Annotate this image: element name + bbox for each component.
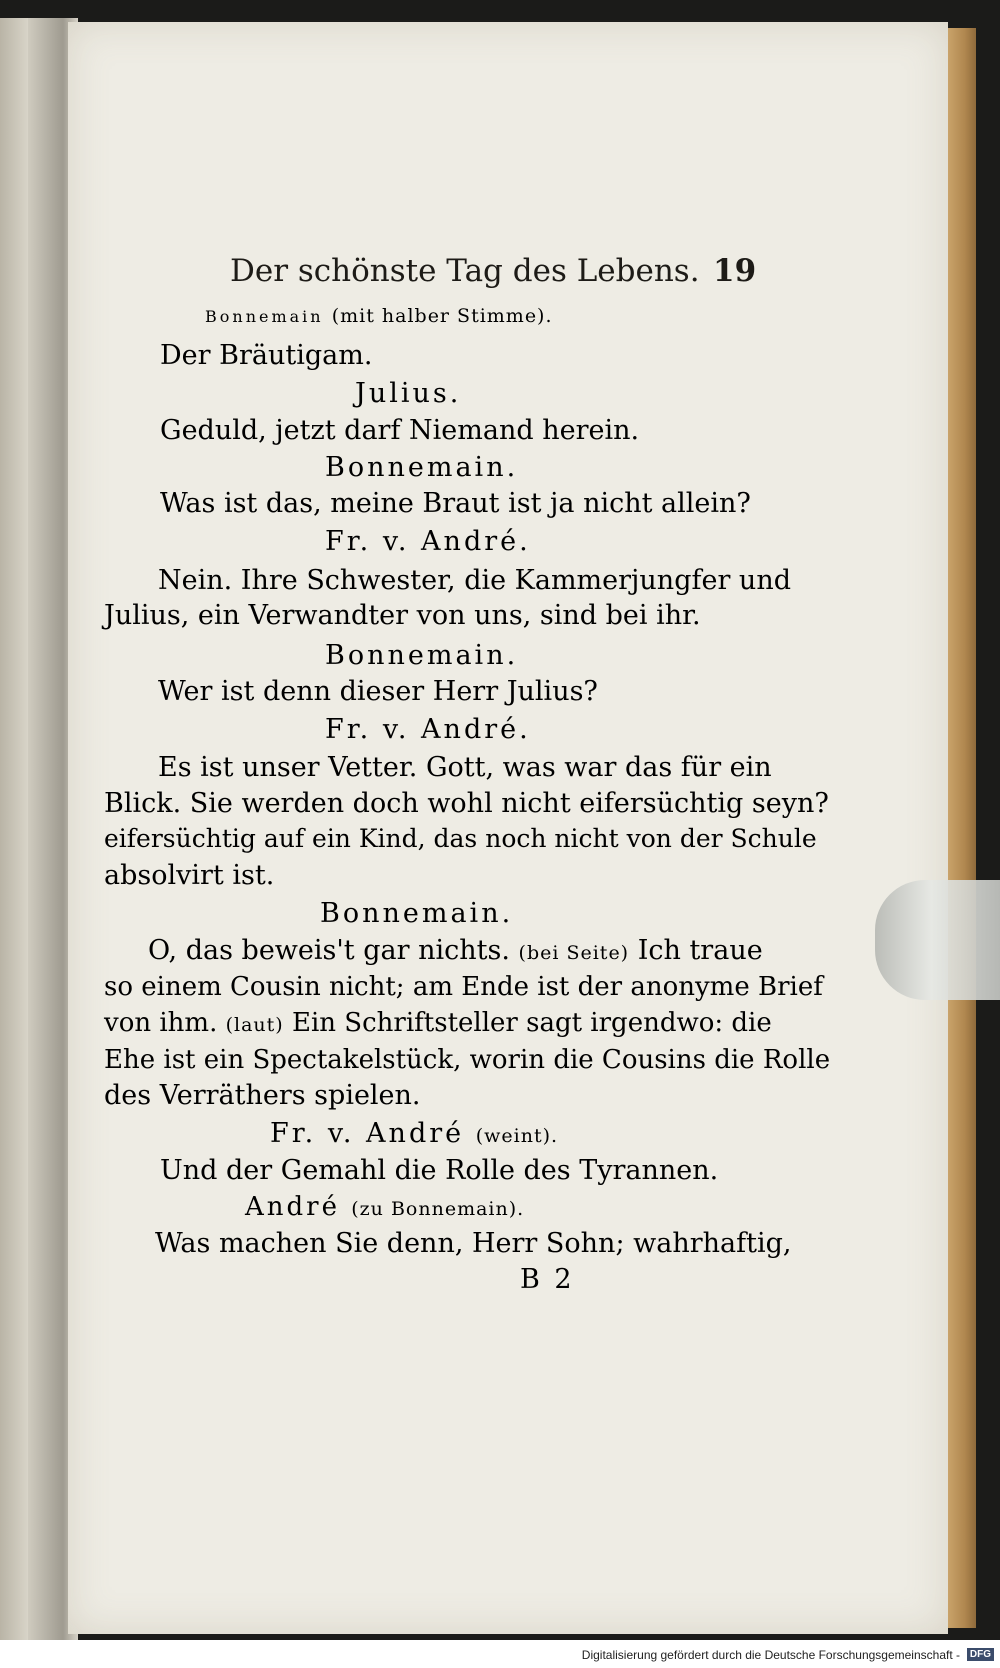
dialogue-line: eifersüchtig auf ein Kind, das noch nicht von der Schule (104, 824, 817, 853)
dialogue-line: Julius, ein Verwandter von uns, sind bei ihr. (104, 600, 701, 631)
dialogue-text: O, das beweis't gar nichts. (148, 935, 510, 966)
stage-direction: (weint). (475, 1125, 559, 1147)
page-clip (875, 880, 1000, 1000)
funding-credit: Digitalisierung gefördert durch die Deutsche Forschungsgemeinschaft - (581, 1648, 960, 1662)
dialogue-line: Was ist das, meine Braut ist ja nicht allein? (160, 488, 751, 519)
signature-mark: B 2 (520, 1264, 575, 1295)
stage-direction: (bei Seite) (518, 942, 630, 964)
dialogue-line: Blick. Sie werden doch wohl nicht eifersüchtig seyn? (104, 788, 829, 819)
dialogue-line: Wer ist denn dieser Herr Julius? (158, 676, 598, 707)
dialogue-line (104, 1008, 772, 1038)
speaker-name: Bonnemain (205, 307, 324, 326)
dialogue-line: absolvirt ist. (104, 860, 275, 891)
speaker-name: Fr. v. André (270, 1118, 465, 1149)
speaker-line (270, 1118, 558, 1149)
dialogue-line: so einem Cousin nicht; am Ende ist der anonyme Brief (104, 972, 823, 1002)
dialogue-line: Geduld, jetzt darf Niemand herein. (160, 415, 640, 446)
stage-direction: (mit halber Stimme). (331, 305, 553, 327)
dialogue-line: Es ist unser Vetter. Gott, was war das für ein (158, 752, 772, 783)
speaker-line: Fr. v. André. (325, 526, 531, 557)
speaker-line: Bonnemain. (320, 898, 514, 929)
speaker-line: Julius. (355, 378, 462, 409)
dialogue-line: Was machen Sie denn, Herr Sohn; wahrhaftig, (155, 1228, 792, 1259)
dialogue-line (148, 935, 763, 966)
dialogue-text: von ihm. (104, 1008, 218, 1038)
speaker-name: André (245, 1192, 340, 1222)
running-title: Der schönste Tag des Lebens. (230, 253, 700, 289)
speaker-line (245, 1192, 524, 1222)
dialogue-line: Nein. Ihre Schwester, die Kammerjungfer und (158, 565, 791, 596)
speaker-line: Bonnemain. (325, 452, 519, 483)
dialogue-text: Ich traue (637, 935, 763, 966)
page-number: 19 (713, 253, 757, 289)
dialogue-line: Ehe ist ein Spectakelstück, worin die Cousins die Rolle (104, 1045, 831, 1075)
dialogue-line: des Verräthers spielen. (104, 1080, 421, 1111)
dialogue-line: Der Bräutigam. (160, 340, 373, 371)
dialogue-line: Und der Gemahl die Rolle des Tyrannen. (160, 1155, 719, 1186)
speaker-line: Bonnemain. (325, 640, 519, 671)
dialogue-text: Ein Schriftsteller sagt irgendwo: die (291, 1008, 772, 1038)
stage-direction: (zu Bonnemain). (351, 1198, 525, 1220)
dfg-logo: DFG (967, 1648, 994, 1661)
stage-direction: (laut) (225, 1014, 284, 1036)
page-edge (948, 28, 976, 1628)
speaker-line (205, 305, 553, 327)
speaker-line: Fr. v. André. (325, 714, 531, 745)
